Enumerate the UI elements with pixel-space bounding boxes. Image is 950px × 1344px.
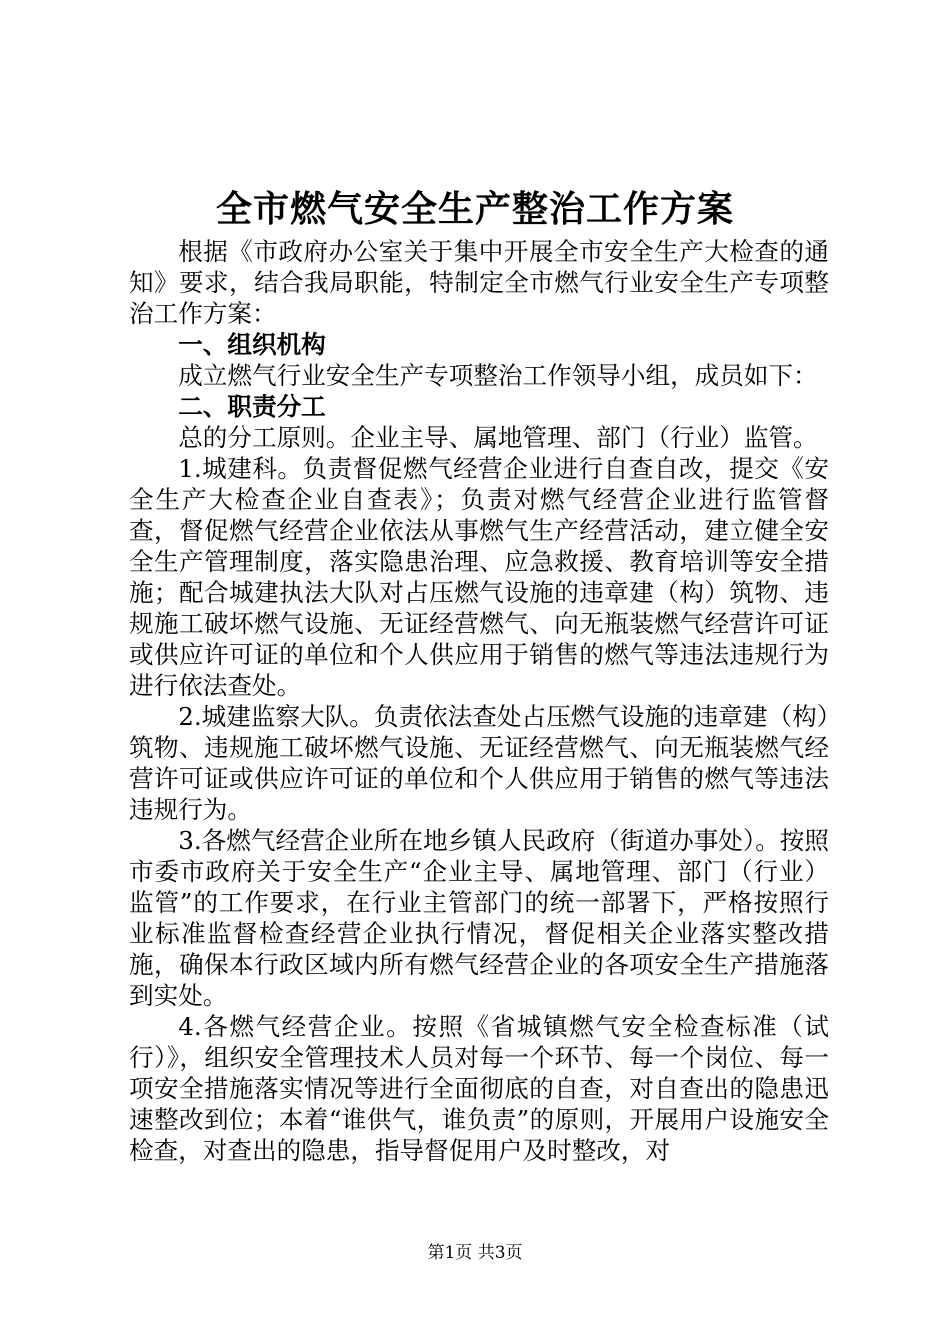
document-body [129,236,829,1166]
section-heading-responsibilities: 二、职责分工 [178,392,326,421]
responsibility-item-4: 4.各燃气经营企业。按照《省城镇燃气安全检查标准（试行）》，组织安全管理技术人员对每一个环节、每一个岗位、每一项安全措施落实情况等进行全面彻底的自查，对自查出的隐患迅速整改到位；本着“谁供气，谁负责”的原则，开展用户设施安全检查，对查出的隐患，指导督促用户及时整改，对 [129,1012,829,1165]
principle-paragraph: 总的分工原则。企业主导、属地管理、部门（行业）监管。 [178,423,818,452]
intro-paragraph: 根据《市政府办公室关于集中开展全市安全生产大检查的通知》要求，结合我局职能，特制定全市燃气行业安全生产专项整治工作方案： [129,237,829,328]
responsibility-item-1: 1.城建科。负责督促燃气经营企业进行自查自改，提交《安全生产大检查企业自查表》；负责对燃气经营企业进行监管督查，督促燃气经营企业依法从事燃气生产经营活动，建立健全安全生产管理制度，落实隐患治理、应急救援、教育培训等安全措施；配合城建执法大队对占压燃气设施的违章建（构）筑物、违规施工破坏燃气设施、无证经营燃气、向无瓶装燃气经营许可证或供应许可证的单位和个人供应用于销售的燃气等违法违规行为进行依法查处。 [129,454,829,700]
page-number-footer: 第1页 共3页 [427,1243,523,1263]
document-title: 全市燃气安全生产整治工作方案 [215,188,734,230]
organization-paragraph: 成立燃气行业安全生产专项整治工作领导小组，成员如下： [178,361,818,390]
responsibility-item-3: 3.各燃气经营企业所在地乡镇人民政府（街道办事处）。按照市委市政府关于安全生产“企业主导、属地管理、部门（行业）监管”的工作要求，在行业主管部门的统一部署下，严格按照行业标准监督检查经营企业执行情况，督促相关企业落实整改措施，确保本行政区域内所有燃气经营企业的各项安全生产措施落到实处。 [129,826,829,1010]
section-heading-organization: 一、组织机构 [178,330,326,359]
responsibility-item-2: 2.城建监察大队。负责依法查处占压燃气设施的违章建（构）筑物、违规施工破坏燃气设施、无证经营燃气、向无瓶装燃气经营许可证或供应许可证的单位和个人供应用于销售的燃气等违法违规行为。 [129,702,829,824]
